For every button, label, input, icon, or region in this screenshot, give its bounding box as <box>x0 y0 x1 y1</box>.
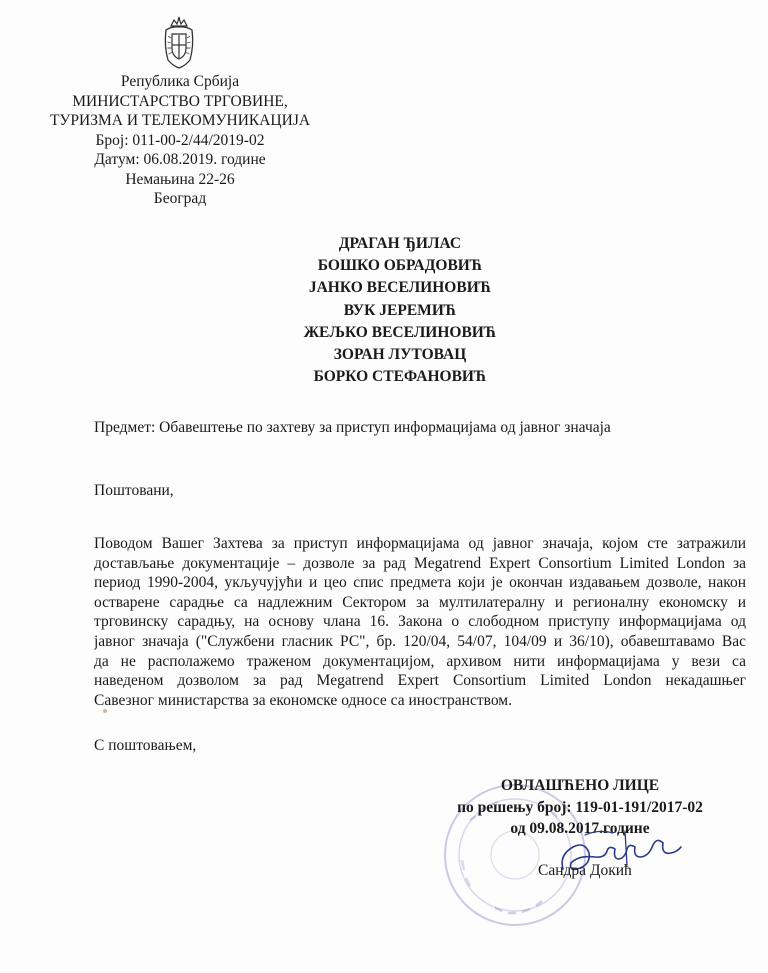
body-line: јавног значаја ("Службени гласник РС", бр. 120/04, 54/07, 104/09 и 36/10), обавештавамо Вас <box>94 632 746 650</box>
coat-of-arms-icon <box>162 16 196 70</box>
header-ministry-line-2: ТУРИЗМА И ТЕЛЕКОМУНИКАЦИЈА <box>49 112 311 129</box>
paper-speck <box>103 709 107 713</box>
header-ministry-line-1: МИНИСТАРСТВО ТРГОВИНЕ, <box>72 92 288 110</box>
signatory-title: ОВЛАШЋЕНО ЛИЦЕ <box>500 777 660 794</box>
body-line: наведеном дозволом за рад Megatrend Expert Consortium Limited London некадашњег <box>94 672 746 690</box>
signatory-decision-date: од 09.08.2017.године <box>510 820 650 838</box>
header-city: Београд <box>153 190 207 207</box>
addressee-name: БОШКО ОБРАДОВИЋ <box>317 257 483 275</box>
addressee-name: ВУК ЈЕРЕМИЋ <box>343 301 457 319</box>
addressee-name: ЗОРАН ЛУТОВАЦ <box>333 346 467 364</box>
body-line: достављање документације – дозволе за рад Megatrend Expert Consortium Limited London за <box>94 554 746 572</box>
signatory-decision-number: по решењу број: 119-01-191/2017-02 <box>457 798 703 816</box>
signer-name: Сандра Докић <box>538 862 632 879</box>
addressee-name: ЖЕЉКО ВЕСЕЛИНОВИЋ <box>303 323 497 341</box>
body-line: период 1990-2004, укључујући и цео спис предмета који је окончан издавањем дозволе, након <box>94 574 746 592</box>
addressee-name: БОРКО СТЕФАНОВИЋ <box>313 368 487 386</box>
header-date: Датум: 06.08.2019. године <box>94 151 266 168</box>
addressee-name: ЈАНКО ВЕСЕЛИНОВИЋ <box>308 279 492 297</box>
body-line: да не располажемо траженом документацијом, архивом нити информацијама у вези са <box>94 652 746 670</box>
salutation: Поштовани, <box>94 482 174 499</box>
closing-line: С поштовањем, <box>94 737 197 754</box>
header-reference-number: Број: 011-00-2/44/2019-02 <box>95 131 265 149</box>
addressee-list <box>240 233 560 388</box>
addressee-name: ДРАГАН ЂИЛАС <box>338 235 462 252</box>
sender-header <box>30 72 330 209</box>
letter-body <box>94 534 746 710</box>
body-line: Поводом Вашег Захтева за приступ информацијама од јавног значаја, којом сте затражили <box>94 535 746 552</box>
body-line: трговинску сарадњу, на основу члана 16. Закона о слободном приступу информацијама од <box>94 613 746 631</box>
body-line: Савезног министарства за економске односе са иностранством. <box>94 691 512 709</box>
body-line: остварене сарадње са надлежним Сектором за мултилатералну и регионалну економску и <box>94 593 746 611</box>
header-street-address: Немањина 22-26 <box>125 170 235 188</box>
subject-line: Предмет: Обавештење по захтеву за приступ информацијама од јавног значаја <box>94 419 611 436</box>
header-country: Република Србија <box>120 73 240 90</box>
